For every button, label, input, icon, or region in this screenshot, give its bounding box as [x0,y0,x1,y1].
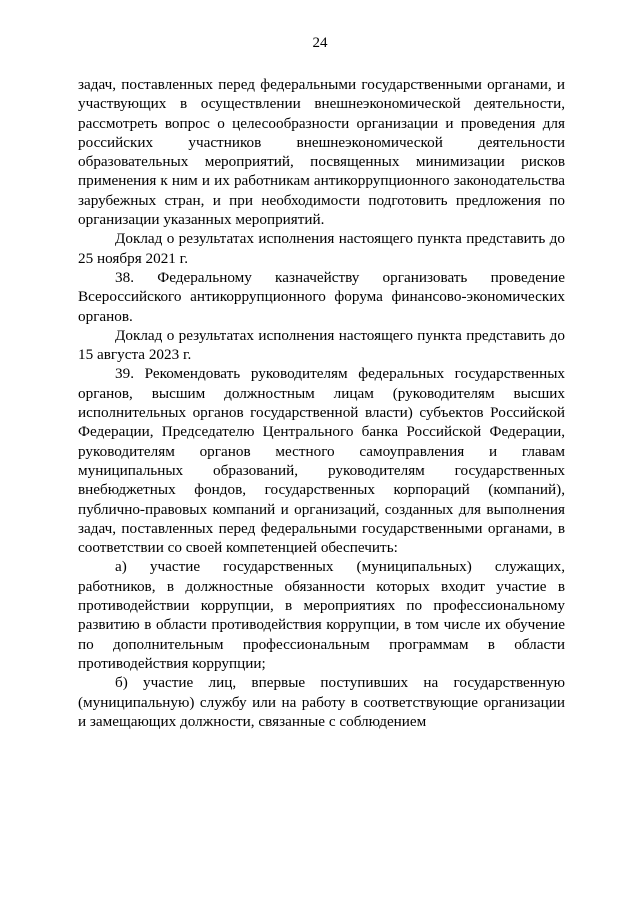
document-body [78,75,565,731]
paragraph-item-39a: а) участие государственных (муниципальных) служащих, работников, в должностные обязанности которых входит участие в противодействии коррупции, в мероприятиях по профессиональному развитию в области противодействия коррупции, в том числе их обучение по дополнительным профессиональным программам в области противодействия коррупции; [78,558,565,672]
paragraph-item-38: 38. Федеральному казначейству организовать проведение Всероссийского антикоррупционного форума финансово-экономических органов. [78,268,565,325]
paragraph-continuation: задач, поставленных перед федеральными государственными органами, и участвующих в осуществлении внешнеэкономической деятельности, рассмотреть вопрос о целесообразности организации и проведения для российских участников внешнеэкономической деятельности образовательных мероприятий, посвященных минимизации рисков применения к ним и их работникам антикоррупционного законодательства зарубежных стран, и при необходимости подготовить предложения по организации указанных мероприятий. [78,76,565,229]
paragraph-item-39b: б) участие лиц, впервые поступивших на государственную (муниципальную) службу или на работу в соответствующие организации и замещающих должности, связанные с соблюдением [78,674,565,730]
paragraph-report-deadline-2: Доклад о результатах исполнения настоящего пункта представить до 15 августа 2023 г. [78,326,565,364]
paragraph-item-39: 39. Рекомендовать руководителям федеральных государственных органов, высшим должностным лицам (руководителям высших исполнительных органов государственной власти) субъектов Российской Федерации, Председателю Центрального банка Российской Федерации, руководителям органов местного самоуправления и главам муниципальных образований, руководителям государственных внебюджетных фондов, государственных корпораций (компаний), публично-правовых компаний и организаций, созданных для выполнения задач, поставленных перед федеральными государственными органами, в соответствии со своей компетенцией обеспечить: [78,365,565,557]
page-number: 24 [312,35,328,51]
paragraph-report-deadline-1: Доклад о результатах исполнения настоящего пункта представить до 25 ноября 2021 г. [78,230,565,267]
